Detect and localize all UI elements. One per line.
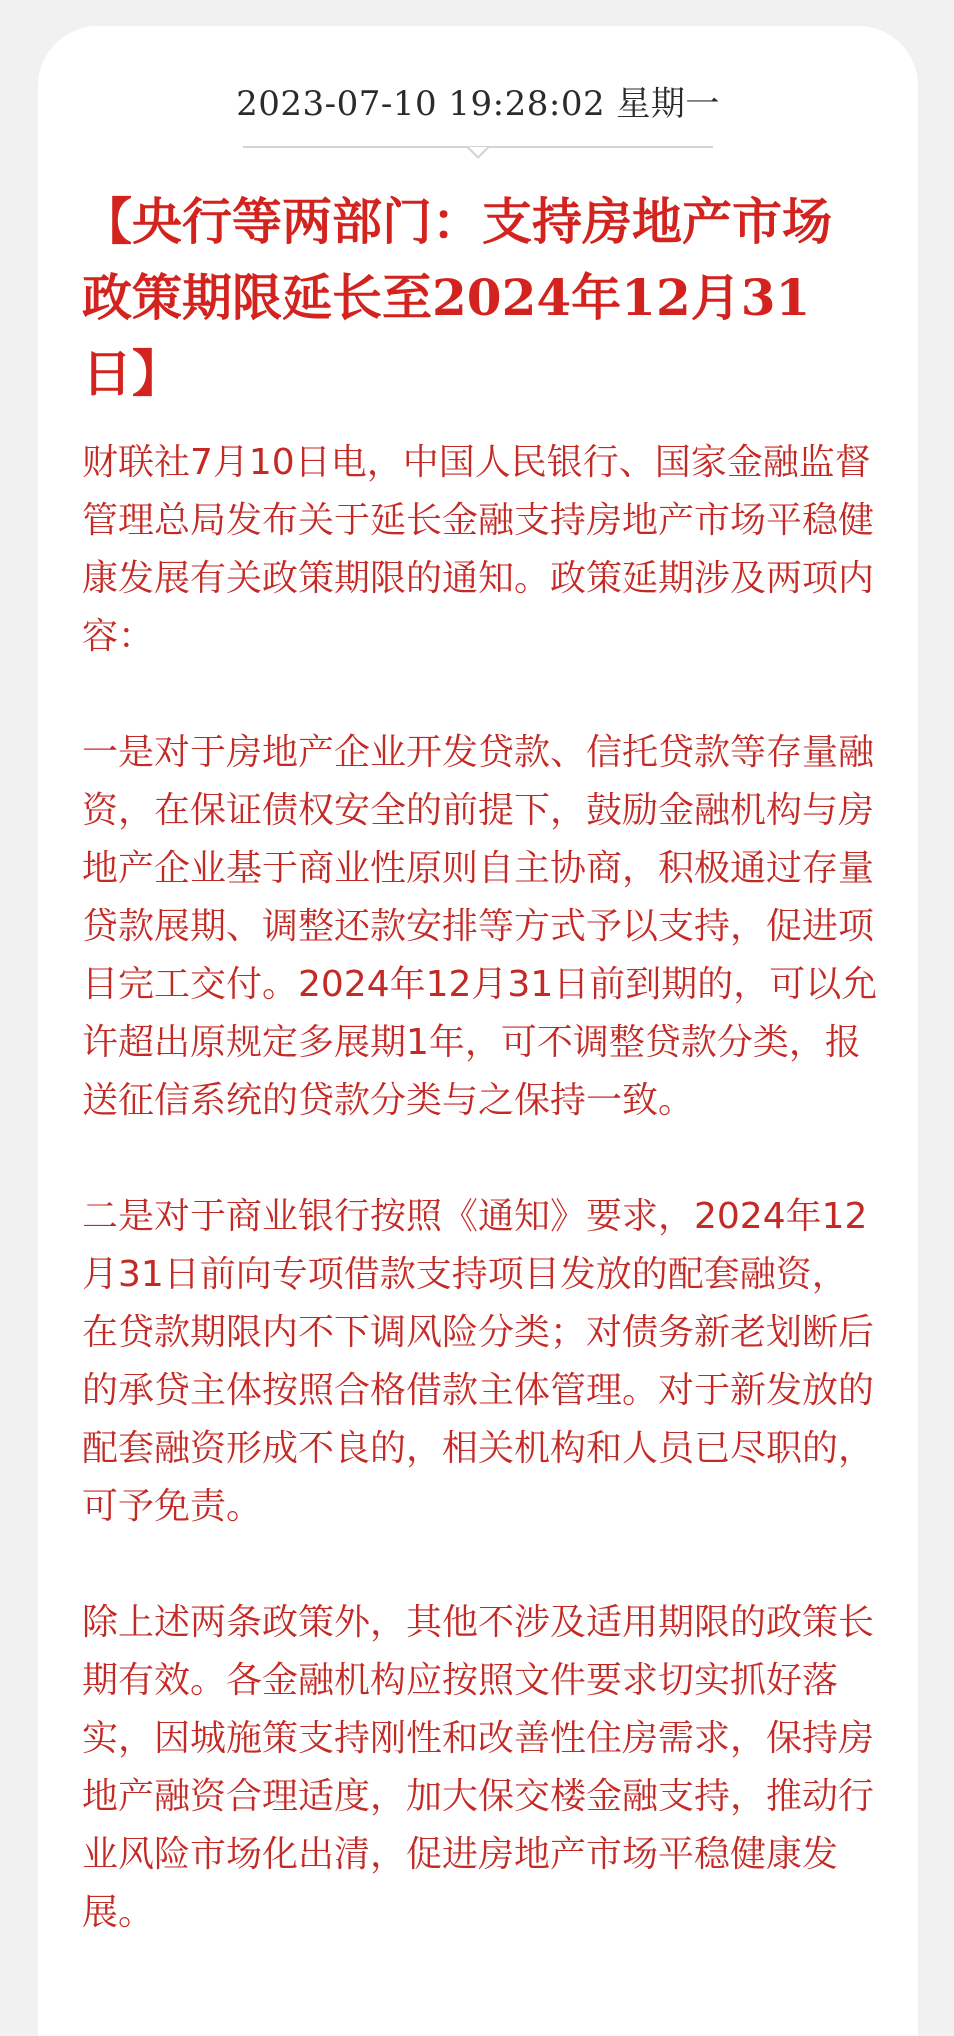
divider-notch-inner xyxy=(469,147,487,156)
paragraph-policy-two: 二是对于商业银行按照《通知》要求，2024年12月31日前向专项借款支持项目发放的配套融资，在贷款期限内不下调风险分类；对债务新老划断后的承贷主体按照合格借款主体管理。对于新发放的配套融资形成不良的，相关机构和人员已尽职的，可予免责。 xyxy=(82,1196,875,1527)
paragraph-conclusion: 除上述两条政策外，其他不涉及适用期限的政策长期有效。各金融机构应按照文件要求切实抓好落实，因城施策支持刚性和改善性住房需求，保持房地产融资合理适度，加大保交楼金融支持，推动行业风险市场化出清，促进房地产市场平稳健康发展。 xyxy=(82,1602,875,1933)
headline: 【央行等两部门：支持房地产市场政策期限延长至2024年12月31日】 xyxy=(82,192,832,403)
paragraph-intro: 财联社7月10日电，中国人民银行、国家金融监督管理总局发布关于延长金融支持房地产市场平稳健康发展有关政策期限的通知。政策延期涉及两项内容： xyxy=(82,442,875,657)
article-body xyxy=(82,434,882,2000)
timestamp: 2023-07-10 19:28:02 星期一 xyxy=(236,84,720,124)
paragraph-policy-one: 一是对于房地产企业开发贷款、信托贷款等存量融资，在保证债权安全的前提下，鼓励金融机构与房地产企业基于商业性原则自主协商，积极通过存量贷款展期、调整还款安排等方式予以支持，促进项目完工交付。2024年12月31日前到期的，可以允许超出原规定多展期1年，可不调整贷款分类，报送征信系统的贷款分类与之保持一致。 xyxy=(82,732,878,1121)
timestamp-row xyxy=(38,82,918,126)
article-card xyxy=(38,26,918,2036)
